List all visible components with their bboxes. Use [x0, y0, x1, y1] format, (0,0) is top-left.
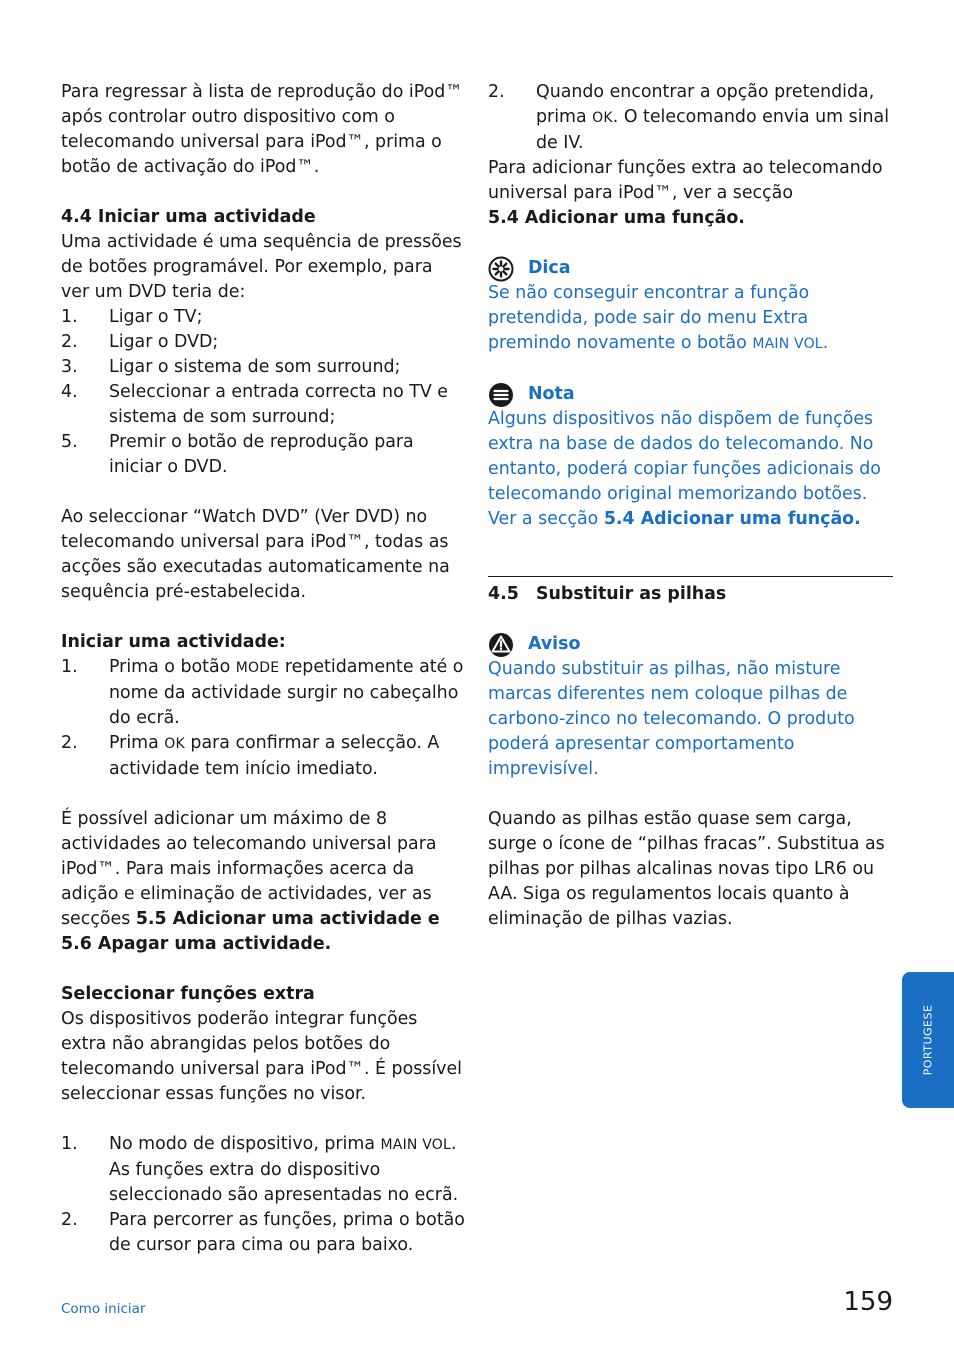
mode-key-label: MODE: [235, 660, 280, 676]
section-divider: [488, 576, 893, 577]
list-item: 4. Seleccionar a entrada correcta no TV e sistema de som surround;: [61, 382, 448, 427]
list-item: 2. Quando encontrar a opção pretendida, prima OK. O telecomando envia um sinal de IV.: [488, 82, 890, 153]
extra-functions-text: Os dispositivos poderão integrar funções extra não abrangidas pelos botões do telecomando universal para iPod™. É possível seleccionar essas funções no visor.: [61, 1009, 462, 1104]
page-number: 159: [843, 1287, 893, 1317]
list-item: 1. Ligar o TV;: [61, 307, 203, 327]
note-text: Alguns dispositivos não dispõem de funções extra na base de dados do telecomando. No entanto, poderá copiar funções adicionais do telecomando original memorizando botões. Ver a secção 5.4 Adicionar uma função.: [488, 409, 881, 529]
ok-key-label: OK: [592, 110, 613, 126]
tip-text: Se não conseguir encontrar a função pretendida, pode sair do menu Extra premindo novamente o botão MAIN VOL.: [488, 283, 829, 353]
left-column: [61, 80, 466, 1258]
section-reference: 5.5 Adicionar uma actividade e 5.6 Apagar uma actividade.: [61, 909, 440, 954]
warning-icon: [488, 632, 514, 658]
list-item: 2. Para percorrer as funções, prima o botão de cursor para cima ou para baixo.: [61, 1210, 465, 1255]
list-item: 3. Ligar o sistema de som surround;: [61, 357, 401, 377]
add-functions-paragraph: Para adicionar funções extra ao telecomando universal para iPod™, ver a secção: [488, 158, 883, 203]
list-item: 1. No modo de dispositivo, prima MAIN VOL. As funções extra do dispositivo seleccionado são apresentadas no ecrã.: [61, 1134, 459, 1205]
note-heading: Nota: [488, 382, 893, 407]
tip-heading: Dica: [488, 256, 893, 281]
list-item: 2. Ligar o DVD;: [61, 332, 219, 352]
start-activity-heading: Iniciar uma actividade:: [61, 632, 286, 652]
footer-section-label: Como iniciar: [61, 1301, 146, 1317]
main-vol-key-label: MAIN VOL: [380, 1137, 451, 1153]
section-4-5-heading: 4.5 Substituir as pilhas: [488, 584, 727, 604]
main-vol-key-label: MAIN VOL: [752, 336, 823, 352]
list-item: 5. Premir o botão de reprodução para iniciar o DVD.: [61, 432, 414, 477]
ok-key-label: OK: [164, 736, 185, 752]
dvd-steps-list: [61, 305, 466, 480]
language-tab: PORTUGESE: [902, 972, 954, 1108]
extra-functions-heading: Seleccionar funções extra: [61, 984, 315, 1004]
note-icon: [488, 382, 514, 408]
section-reference: 5.4 Adicionar uma função.: [603, 509, 861, 529]
warning-text: Quando substituir as pilhas, não misture marcas diferentes nem coloque pilhas de carbono-zinco no telecomando. O produto poderá apresentar comportamento imprevisível.: [488, 659, 855, 779]
list-item: 2. Prima OK para confirmar a selecção. A actividade tem início imediato.: [61, 733, 440, 779]
list-item: 1. Prima o botão MODE repetidamente até o nome da actividade surgir no cabeçalho do ecrã.: [61, 657, 464, 728]
warning-heading: Aviso: [488, 632, 893, 657]
tip-icon: [488, 256, 514, 282]
section-4-4-text: Uma actividade é uma sequência de pressões de botões programável. Por exemplo, para ver um DVD teria de:: [61, 232, 462, 302]
intro-paragraph: Para regressar à lista de reprodução do iPod™ após controlar outro dispositivo com o telecomando universal para iPod™, prima o botão de activação do iPod™.: [61, 82, 463, 177]
max-activities-paragraph: É possível adicionar um máximo de 8 actividades ao telecomando universal para iPod™. Para mais informações acerca da adição e eliminação de actividades, ver as secções 5.5 Adicionar uma actividade e 5.6 Apagar uma actividade.: [61, 809, 440, 954]
right-column: [488, 80, 893, 932]
section-4-4-heading: 4.4 Iniciar uma actividade: [61, 207, 316, 227]
watch-dvd-paragraph: Ao seleccionar “Watch DVD” (Ver DVD) no telecomando universal para iPod™, todas as acções são executadas automaticamente na sequência pré-estabelecida.: [61, 507, 450, 602]
section-reference: 5.4 Adicionar uma função.: [488, 208, 745, 228]
battery-paragraph: Quando as pilhas estão quase sem carga, surge o ícone de “pilhas fracas”. Substitua as pilhas por pilhas alcalinas novas tipo LR6 ou AA. Siga os regulamentos locais quanto à eliminação de pilhas vazias.: [488, 809, 885, 929]
